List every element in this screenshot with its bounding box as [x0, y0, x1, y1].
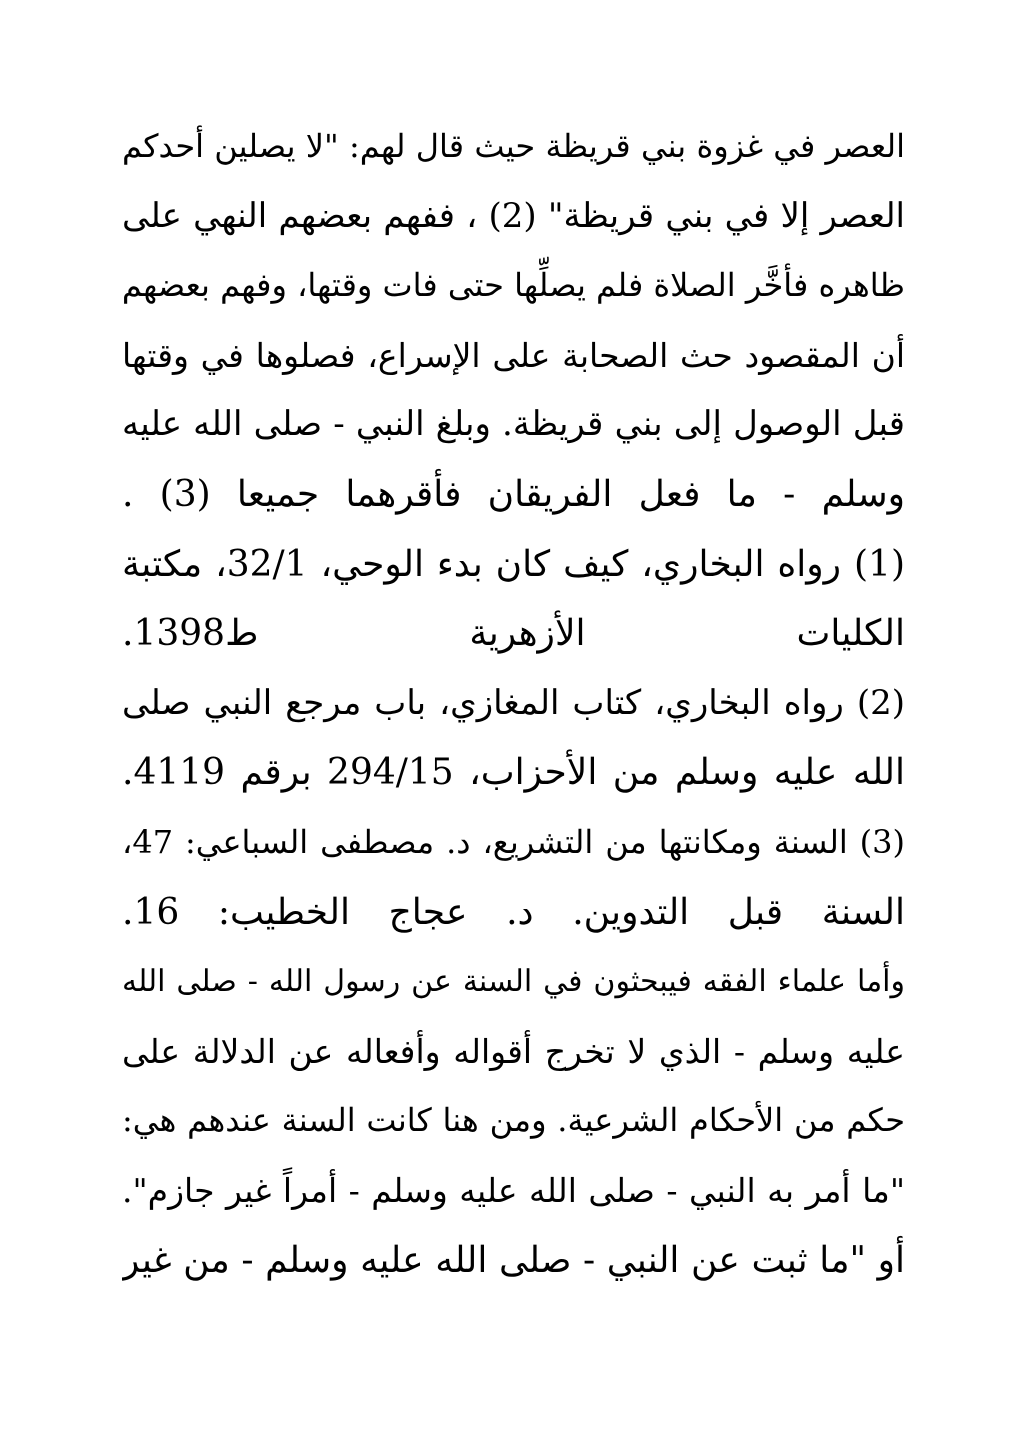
text-line: وسلم - ما فعل الفريقان فأقرهما جميعا (3) .: [122, 473, 905, 515]
text-line: "ما أمر به النبي - صلى الله عليه وسلم - أمراً غير جازم".: [122, 1170, 905, 1210]
text-line: عليه وسلم - الذي لا تخرج أقواله وأفعاله عن الدلالة على: [122, 1031, 905, 1071]
footnote-3-line: السنة قبل التدوين. د. عجاج الخطيب: 16.: [122, 891, 905, 933]
footnote-1-line: (1) رواه البخاري، كيف كان بدء الوحي، 32/1، مكتبة: [122, 543, 905, 585]
text-line: حكم من الأحكام الشرعية. ومن هنا كانت السنة عندهم هي:: [122, 1101, 905, 1140]
footnote-3-line: (3) السنة ومكانتها من التشريع، د. مصطفى السباعي: 47،: [122, 822, 905, 861]
text-line: ظاهره فأخَّر الصلاة فلم يصلِّها حتى فات وقتها، وفهم بعضهم: [122, 266, 905, 305]
text-line: قبل الوصول إلى بني قريظة. وبلغ النبي - صلى الله عليه: [122, 404, 905, 445]
footnote-1-line: الكليات الأزهرية ط1398.: [122, 613, 905, 655]
text-line: أو "ما ثبت عن النبي - صلى الله عليه وسلم - من غير: [122, 1239, 905, 1281]
footnote-2-line: (2) رواه البخاري، كتاب المغازي، باب مرجع النبي صلى: [122, 682, 905, 723]
text-line: وأما علماء الفقه فيبحثون في السنة عن رسول الله - صلى الله: [122, 964, 905, 1000]
footnote-2-line: الله عليه وسلم من الأحزاب، 294/15 برقم 4119.: [122, 752, 905, 794]
text-line: العصر في غزوة بني قريظة حيث قال لهم: "لا يصلين أحدكم: [122, 127, 905, 165]
text-line: أن المقصود حث الصحابة على الإسراع، فصلوها في وقتها: [122, 335, 905, 375]
text-line: العصر إلا في بني قريظة" (2) ، ففهم بعضهم النهي على: [122, 195, 905, 236]
document-page: [122, 112, 905, 1295]
